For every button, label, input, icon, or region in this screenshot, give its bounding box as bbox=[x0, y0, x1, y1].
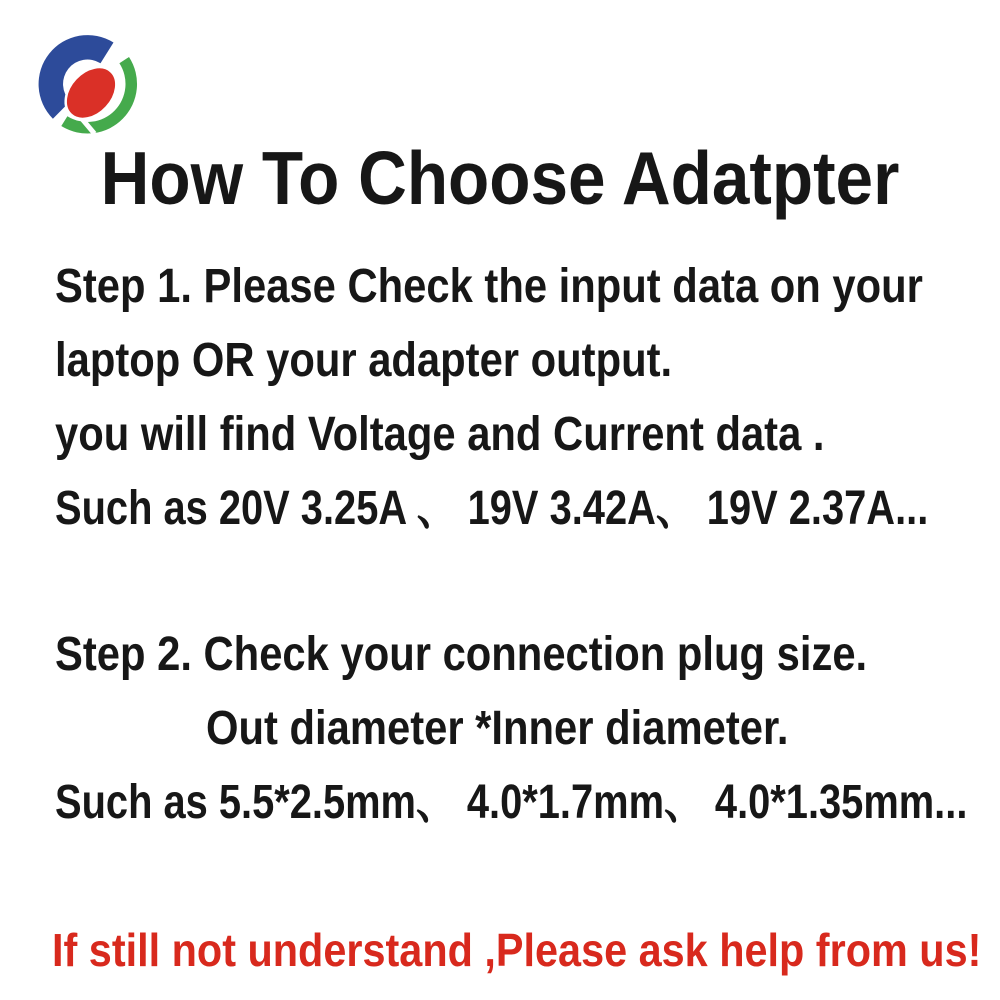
step1-line-2: laptop OR your adapter output. bbox=[55, 334, 673, 387]
step1-line-4: Such as 20V 3.25A 、 19V 3.42A、 19V 2.37A... bbox=[55, 482, 929, 535]
step2-line-3: Such as 5.5*2.5mm、 4.0*1.7mm、 4.0*1.35mm... bbox=[55, 776, 968, 829]
brand-logo-icon bbox=[30, 22, 150, 144]
step2-line-2: Out diameter *Inner diameter. bbox=[206, 702, 789, 755]
step2-line-1: Step 2. Check your connection plug size. bbox=[55, 628, 868, 681]
step1-line-1: Step 1. Please Check the input data on your bbox=[55, 260, 923, 313]
step1-line-3: you will find Voltage and Current data . bbox=[55, 408, 825, 461]
page-title: How To Choose Adatpter bbox=[100, 136, 900, 220]
help-notice: If still not understand ,Please ask help from us! bbox=[52, 924, 982, 976]
